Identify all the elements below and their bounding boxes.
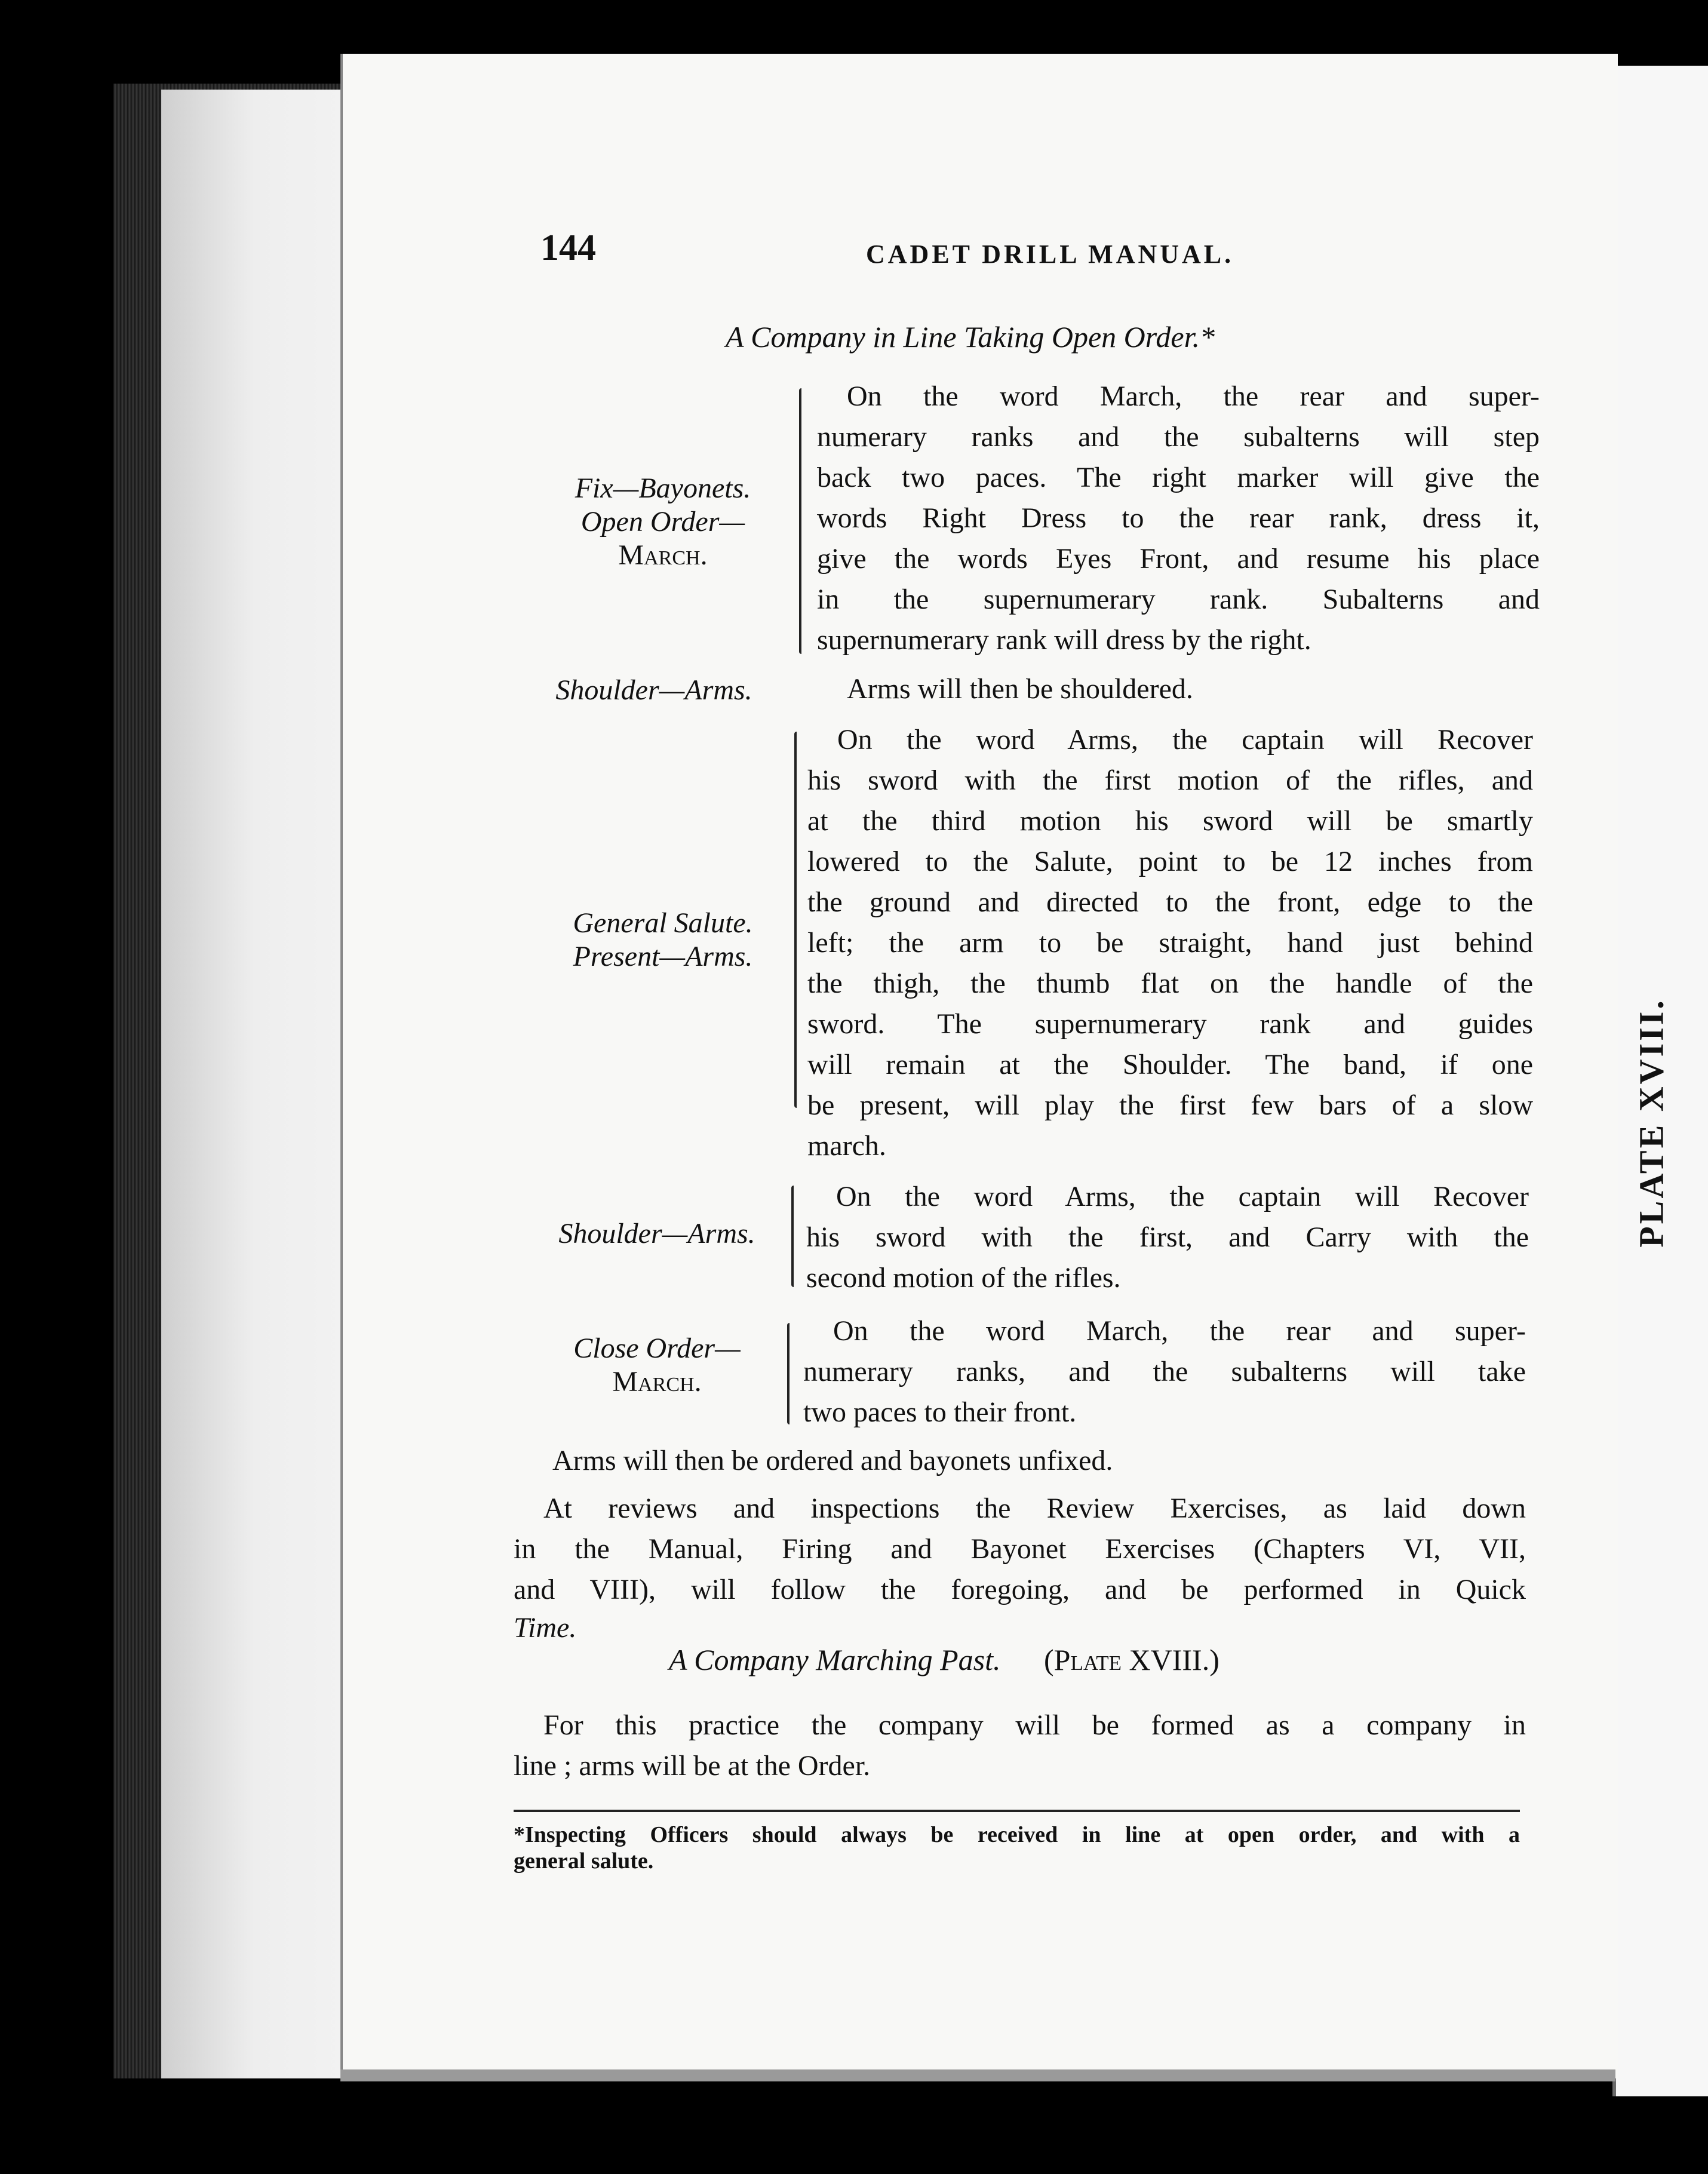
brace (799, 388, 801, 654)
text-line: numerary ranks, and the subalterns will take (803, 1356, 1526, 1387)
text-line: in the Manual, Firing and Bayonet Exercises (Chapters VI, VII, (514, 1533, 1526, 1565)
text-line: Arms will then be shouldered. (847, 673, 1193, 705)
para-arms-ordered (552, 1441, 1526, 1481)
command-fix-bayonets (532, 472, 794, 572)
block-text-general-salute (807, 720, 1533, 1166)
text-line: Arms will then be ordered and bayonets unfixed. (552, 1445, 1113, 1476)
brace (787, 1323, 790, 1424)
text-line: march. (807, 1130, 886, 1162)
command-line: Close Order— (573, 1332, 741, 1364)
command-general-salute (532, 907, 794, 974)
text-line: in the supernumerary rank. Subalterns and (817, 584, 1540, 615)
text-line: his sword with the first, and Carry with the (806, 1221, 1529, 1253)
brace (794, 732, 797, 1108)
text-line: the thigh, the thumb flat on the handle of the (807, 968, 1533, 999)
text-line: give the words Eyes Front, and resume his place (817, 543, 1540, 575)
block-text-open-order (817, 376, 1540, 661)
text-line: lowered to the Salute, point to be 12 inches from (807, 846, 1533, 877)
para-reviews (514, 1488, 1526, 1646)
footnote-line: general salute. (514, 1848, 654, 1874)
command-line: Open Order— (580, 506, 745, 538)
text-line: On the word March, the rear and super- (847, 380, 1540, 412)
text-line: numerary ranks and the subalterns will step (817, 421, 1540, 453)
para-practice (514, 1705, 1526, 1786)
text-line: the ground and directed to the front, edge to the (807, 886, 1533, 918)
command-shoulder-arms-2 (526, 1217, 788, 1251)
section-title-marching-past (669, 1642, 1219, 1677)
text-line: For this practice the company will be formed as a company in (543, 1709, 1526, 1741)
text-line: at the third motion his sword will be smartly (807, 805, 1533, 837)
section-title-text: A Company Marching Past. (669, 1643, 1001, 1676)
command-line: Shoulder—Arms. (555, 674, 752, 706)
footnote-rule (514, 1810, 1520, 1812)
text-line: words Right Dress to the rear rank, dress it, (817, 502, 1540, 534)
text-line: sword. The supernumerary rank and guides (807, 1008, 1533, 1040)
text-line: left; the arm to be straight, hand just behind (807, 927, 1533, 959)
command-line: General Salute. (573, 907, 753, 939)
plate-side-label (1618, 968, 1684, 1278)
plate-reference: (Plate XVIII.) (1044, 1643, 1219, 1676)
page-number: 144 (540, 228, 596, 268)
command-line: March. (618, 539, 708, 571)
text-line: his sword with the first motion of the rifles, and (807, 764, 1533, 796)
text-line: On the word Arms, the captain will Recover (837, 724, 1533, 756)
block-text-shoulder (847, 669, 1540, 710)
footnote-line: *Inspecting Officers should always be received in line at open order, and with a (514, 1822, 1520, 1847)
command-close-order (532, 1332, 782, 1399)
brace (791, 1186, 794, 1287)
block-text-shoulder-2 (806, 1177, 1529, 1298)
text-line: will remain at the Shoulder. The band, if one (807, 1049, 1533, 1080)
command-line: Fix—Bayonets. (575, 472, 751, 504)
command-line: Present—Arms. (573, 941, 753, 972)
text-line: On the word Arms, the captain will Recover (836, 1181, 1529, 1212)
footnote (514, 1822, 1520, 1874)
page-bottom-edge (340, 2069, 1615, 2081)
text-line: Time. (514, 1612, 577, 1644)
running-head: CADET DRILL MANUAL. (866, 239, 1234, 269)
section-title-open-order: A Company in Line Taking Open Order.* (726, 320, 1215, 354)
text-line: and VIII), will follow the foregoing, and be performed in Quick (514, 1574, 1526, 1605)
command-line: Shoulder—Arms. (558, 1218, 755, 1249)
text-line: back two paces. The right marker will give the (817, 462, 1540, 493)
text-line: second motion of the rifles. (806, 1262, 1121, 1294)
text-line: At reviews and inspections the Review Exercises, as laid down (543, 1493, 1526, 1524)
text-line: two paces to their front. (803, 1396, 1077, 1428)
command-shoulder-arms (526, 674, 782, 707)
text-line: supernumerary rank will dress by the right. (817, 624, 1311, 656)
block-text-close-order (803, 1311, 1526, 1433)
plate-side-label-text: PLATE XVIII. (1632, 998, 1671, 1248)
command-line: March. (612, 1366, 702, 1398)
text-line: be present, will play the first few bars of a slow (807, 1089, 1533, 1121)
text-line: On the word March, the rear and super- (833, 1315, 1526, 1347)
text-line: line ; arms will be at the Order. (514, 1750, 871, 1782)
